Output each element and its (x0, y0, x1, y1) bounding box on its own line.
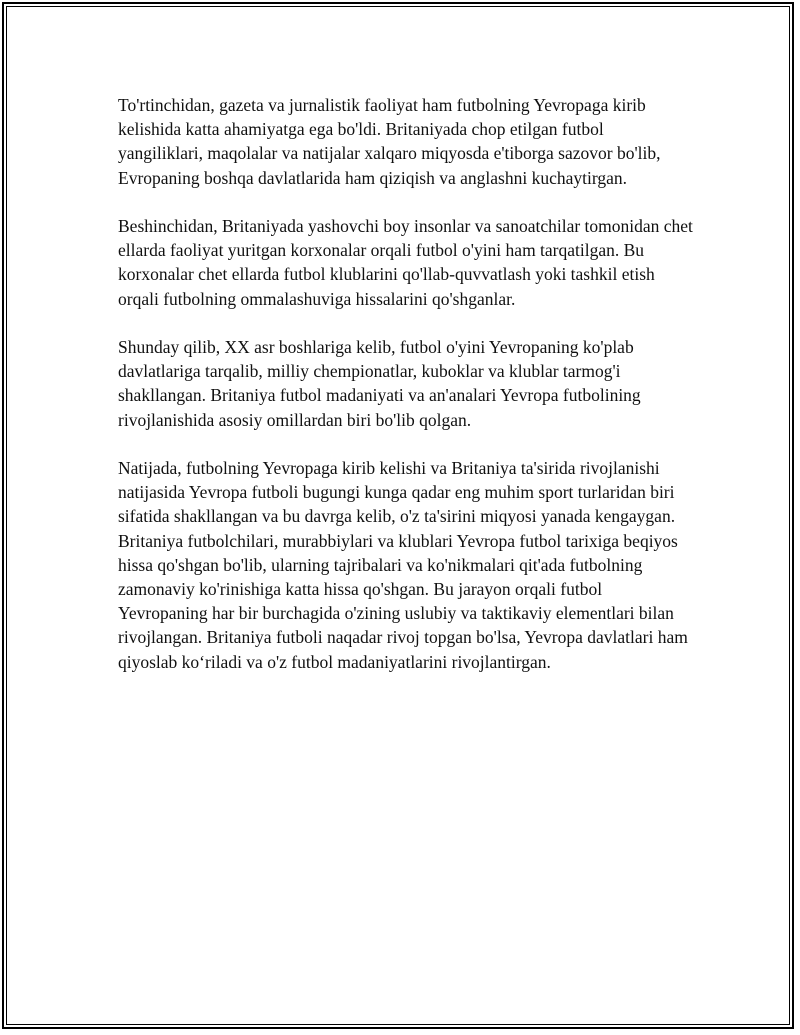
paragraph-fourthly: To'rtinchidan, gazeta va jurnalistik faoliyat ham futbolning Yevropaga kirib kelishida katta ahamiyatga ega bo'ldi. Britaniyada chop etilgan futbol yangiliklari, maqolalar va natijalar xalqaro miqyosda e'tiborga sazovor bo'lib, Evropaning boshqa davlatlarida ham qiziqish va anglashni kuchaytirgan. (118, 95, 661, 188)
paragraph-fifthly: Beshinchidan, Britaniyada yashovchi boy insonlar va sanoatchilar tomonidan chet ellarda faoliyat yuritgan korxonalar orqali futbol o'yini ham tarqatilgan. Bu korxonalar chet ellarda futbol klublarini qo'llab-quvvatlash yoki tashkil etish orqali futbolning ommalashuviga hissalarini qo'shganlar. (118, 216, 693, 309)
paragraph-conclusion: Natijada, futbolning Yevropaga kirib kelishi va Britaniya ta'sirida rivojlanishi natijasida Yevropa futboli bugungi kunga qadar eng muhim sport turlaridan biri sifatida shakllangan va bu davrga kelib, o'z ta'sirini miqyosi yanada kengaygan. Britaniya futbolchilari, murabbiylari va klublari Yevropa futbol tarixiga beqiyos hissa qo'shgan bo'lib, ularning tajribalari va ko'nikmalari qit'ada futbolning zamonaviy ko'rinishiga katta hissa qo'shgan. Bu jarayon orqali futbol Yevropaning har bir burchagida o'zining uslubiy va taktikaviy elementlari bilan rivojlangan. Britaniya futboli naqadar rivoj topgan bo'lsa, Yevropa davlatlari ham qiyoslab ko‘riladi va o'z futbol madaniyatlarini rivojlantirgan. (118, 458, 688, 672)
paragraph-thus: Shunday qilib, XX asr boshlariga kelib, futbol o'yini Yevropaning ko'plab davlatlariga tarqalib, milliy chempionatlar, kuboklar va klublar tarmog'i shakllangan. Britaniya futbol madaniyati va an'analari Yevropa futbolining rivojlanishida asosiy omillardan biri bo'lib qolgan. (118, 337, 641, 430)
document-body (118, 93, 693, 698)
